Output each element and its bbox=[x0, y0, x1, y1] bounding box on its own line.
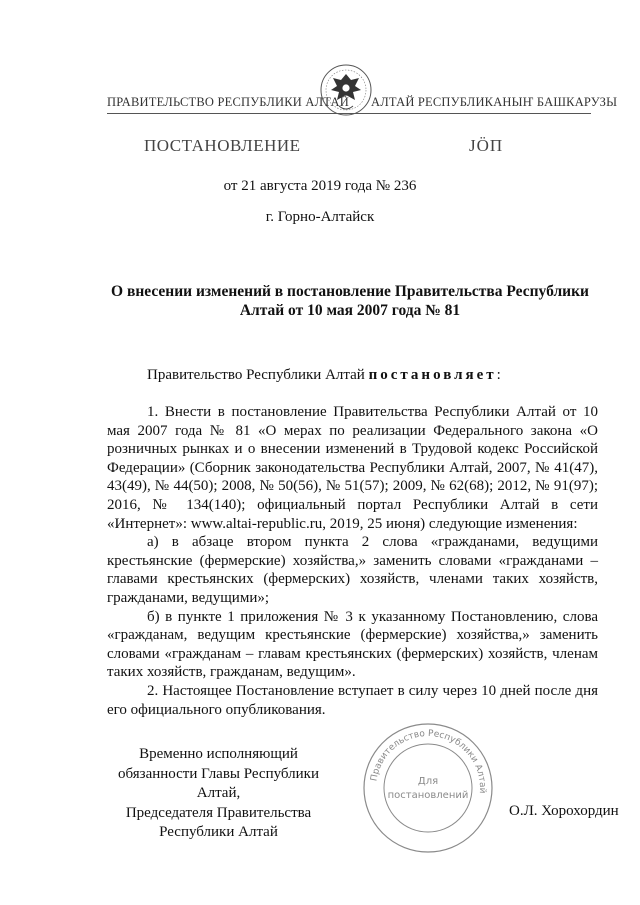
date-line: от 21 августа 2019 года № 236 bbox=[223, 178, 417, 194]
title-line-1: О внесении изменений в постановление Правительства Республики bbox=[111, 283, 589, 300]
header-right-org-name: АЛТАЙ РЕСПУБЛИКАНЫҤ БАШКАРУЗЫ bbox=[371, 95, 618, 109]
header-left-org-name: ПРАВИТЕЛЬСТВО РЕСПУБЛИКИ АЛТАЙ bbox=[107, 95, 349, 109]
stamp-center-line-1: Для bbox=[417, 776, 439, 787]
paragraph-2: 2. Настоящее Постановление вступает в силу через 10 дней после дня его официального опубликования. bbox=[107, 682, 598, 718]
intro-paragraph bbox=[107, 366, 598, 385]
title-line-2: Алтай от 10 мая 2007 года № 81 bbox=[239, 302, 461, 319]
signatory-line-4: Республики Алтай bbox=[159, 824, 278, 840]
doc-type-russian: ПОСТАНОВЛЕНИЕ bbox=[144, 136, 301, 155]
body-text bbox=[107, 403, 598, 719]
intro-spaced-word: постановляет bbox=[368, 367, 497, 383]
city-line: г. Горно-Алтайск bbox=[265, 209, 375, 225]
header-divider bbox=[107, 113, 591, 114]
paragraph-b: б) в пункте 1 приложения № 3 к указанному Постановлению, слова «гражданам, ведущим крестьянские (фермерские) хозяйства,» заменить словами «гражданам – главам крестьянских (фермерских) хозяйств, членам таких хозяйств, гражданам, ведущим». bbox=[107, 608, 598, 681]
signatory-line-2: обязанности Главы Республики Алтай, bbox=[117, 765, 319, 801]
stamp-center-line-2: постановлений bbox=[387, 790, 469, 801]
signatory-title bbox=[106, 745, 331, 843]
paragraph-a: а) в абзаце втором пункта 2 слова «гражданами, ведущими крестьянские (фермерские) хозяйства,» заменить словами «гражданами – главами крестьянских (фермерских) хозяйств, членами таких хозяйств, гражданами, ведущими»; bbox=[107, 534, 598, 606]
intro-prefix: Правительство Республики Алтай bbox=[147, 367, 369, 383]
official-stamp bbox=[358, 718, 498, 858]
paragraph-1: 1. Внести в постановление Правительства Республики Алтай от 10 мая 2007 года № 81 «О мерах по реализации Федерального закона «О розничных рынках и о внесении изменений в Трудовой кодекс Российской Федерации» (Сборник законодательства Республики Алтай, 2007, № 41(47), 43(49), № 44(50); 2008, № 50(56), № 51(57); 2009, № 62(68); 2012, № 91(97); 2016, № 134(140); официальный портал Республики Алтай в сети «Интернет»: www.altai-republic.ru, 2019, 25 июня) следующие изменения: bbox=[107, 404, 598, 532]
coat-of-arms-icon bbox=[319, 60, 373, 120]
signatory-line-1: Временно исполняющий bbox=[139, 746, 298, 762]
document-title bbox=[100, 282, 600, 320]
signatory-name: О.Л. Хорохордин bbox=[509, 803, 619, 819]
signatory-line-3: Председателя Правительства bbox=[125, 804, 312, 821]
stamp-outer-text: Правительство Республики Алтай bbox=[369, 728, 488, 794]
intro-suffix: : bbox=[496, 367, 501, 383]
doc-type-altai: ЈÖП bbox=[469, 136, 504, 155]
